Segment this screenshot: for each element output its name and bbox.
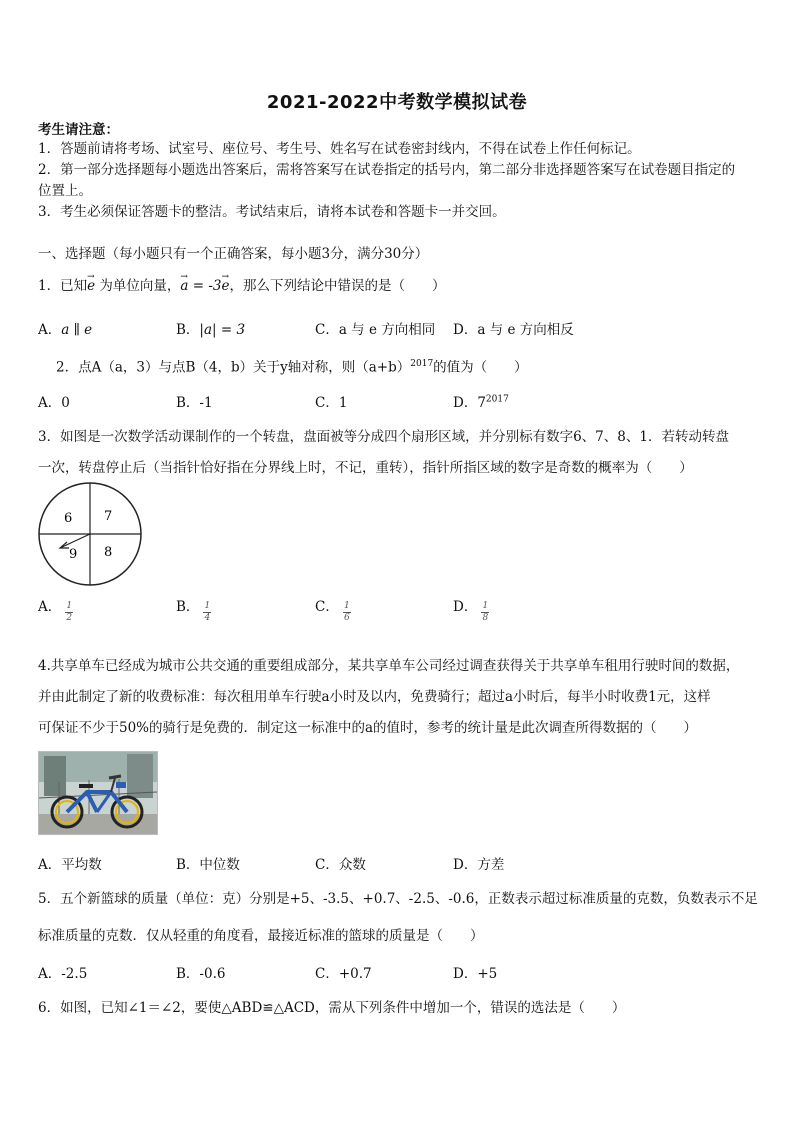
section-heading: 一、选择题（每小题只有一个正确答案，每小题3分，满分30分） bbox=[38, 246, 429, 262]
notice-line-4: 3．考生必须保证答题卡的整洁。考试结束后，请将本试卷和答题卡一并交回。 bbox=[38, 204, 506, 220]
q5-line-2: 标准质量的克数．仅从轻重的角度看，最接近标准的篮球的质量是（ ） bbox=[38, 928, 484, 944]
spinner-label-7: 7 bbox=[104, 509, 113, 524]
q5-option-a: A．-2.5 bbox=[38, 966, 88, 982]
q2-option-d: D．$7^{2017}$ bbox=[453, 394, 509, 411]
page-title: 2021-2022中考数学模拟试卷 bbox=[266, 92, 528, 113]
q2-option-c: C．1 bbox=[315, 395, 348, 411]
q4-option-c: C．众数 bbox=[315, 857, 366, 873]
notice-line-1: 1．答题前请将考场、试室号、座位号、考生号、姓名写在试卷密封线内，不得在试卷上作任何标记。 bbox=[38, 141, 641, 157]
q1-stem bbox=[38, 276, 446, 296]
spinner-label-6: 6 bbox=[64, 511, 73, 526]
shared-bike-photo bbox=[38, 751, 158, 835]
spinner-pointer bbox=[60, 534, 90, 548]
q3-line-1: 3．如图是一次数学活动课制作的一个转盘，盘面被等分成四个扇形区域，并分别标有数字6、7、8、1．若转动转盘 bbox=[38, 429, 729, 445]
q3-option-c: C． $\frac{1}{6}$ bbox=[315, 599, 350, 623]
q3-option-b: B． $\frac{1}{4}$ bbox=[176, 599, 211, 623]
notice-line-3: 位置上。 bbox=[38, 183, 92, 199]
q5-option-d: D．+5 bbox=[453, 966, 498, 982]
spinner-figure bbox=[36, 482, 144, 586]
q1-mid: 为单位向量， bbox=[95, 278, 181, 294]
q1-option-a: A．a ∥ e bbox=[38, 322, 93, 338]
q1-vector-a: → a bbox=[180, 276, 188, 296]
q3-option-a: A． $\frac{1}{2}$ bbox=[38, 599, 73, 623]
q1-eq: = -3 bbox=[188, 278, 222, 294]
q4-option-d: D．方差 bbox=[453, 857, 505, 873]
q4-line-1: 4.共享单车已经成为城市公共交通的重要组成部分，某共享单车公司经过调查获得关于共享单车租用行驶时间的数据， bbox=[38, 658, 740, 674]
q2-option-a: A．0 bbox=[38, 395, 70, 411]
notice-line-2: 2．第一部分选择题每小题选出答案后，需将答案写在试卷指定的括号内，第二部分非选择题答案写在试卷题目指定的 bbox=[38, 162, 736, 178]
q1-vector-e: → e bbox=[87, 276, 95, 296]
q5-line-1: 5．五个新篮球的质量（单位：克）分别是+5、-3.5、+0.7、-2.5、-0.6，正数表示超过标准质量的克数，负数表示不足 bbox=[38, 891, 758, 907]
notice-heading: 考生请注意： bbox=[38, 122, 119, 138]
q5-option-b: B．-0.6 bbox=[176, 966, 226, 982]
q1-option-b: B．|a| = 3 bbox=[176, 322, 246, 338]
q3-option-d: D． $\frac{1}{8}$ bbox=[453, 599, 489, 623]
spinner-label-8: 8 bbox=[104, 545, 113, 560]
q5-option-c: C．+0.7 bbox=[315, 966, 372, 982]
q1-option-d: D．a 与 e 方向相反 bbox=[453, 322, 574, 338]
q1-vector-e2: → e bbox=[222, 276, 230, 296]
q6-line-1: 6．如图，已知∠1＝∠2，要使△ABD≌△ACD，需从下列条件中增加一个，错误的选法是（ ） bbox=[38, 1000, 626, 1016]
q3-line-2: 一次，转盘停止后（当指针恰好指在分界线上时，不记，重转），指针所指区域的数字是奇数的概率为（ ） bbox=[38, 460, 693, 476]
q2-stem: 2．点A（a，3）与点B（4，b）关于y轴对称，则$(a+b)^{2017}$的值为（ ） bbox=[56, 359, 528, 376]
q2-option-b: B．-1 bbox=[176, 395, 213, 411]
q4-option-b: B．中位数 bbox=[176, 857, 240, 873]
q4-line-3: 可保证不少于50%的骑行是免费的．制定这一标准中的a的值时，参考的统计量是此次调查所得数据的（ ） bbox=[38, 720, 698, 736]
q4-line-2: 并由此制定了新的收费标准：每次租用单车行驶a小时及以内，免费骑行；超过a小时后，每半小时收费1元，这样 bbox=[38, 689, 711, 705]
spinner-label-9: 9 bbox=[69, 547, 78, 562]
q4-option-a: A．平均数 bbox=[38, 857, 102, 873]
q1-pre: 1．已知 bbox=[38, 278, 88, 294]
q1-post: ，那么下列结论中错误的是（ ） bbox=[229, 278, 446, 294]
q1-option-c: C．a 与 e 方向相同 bbox=[315, 322, 436, 338]
